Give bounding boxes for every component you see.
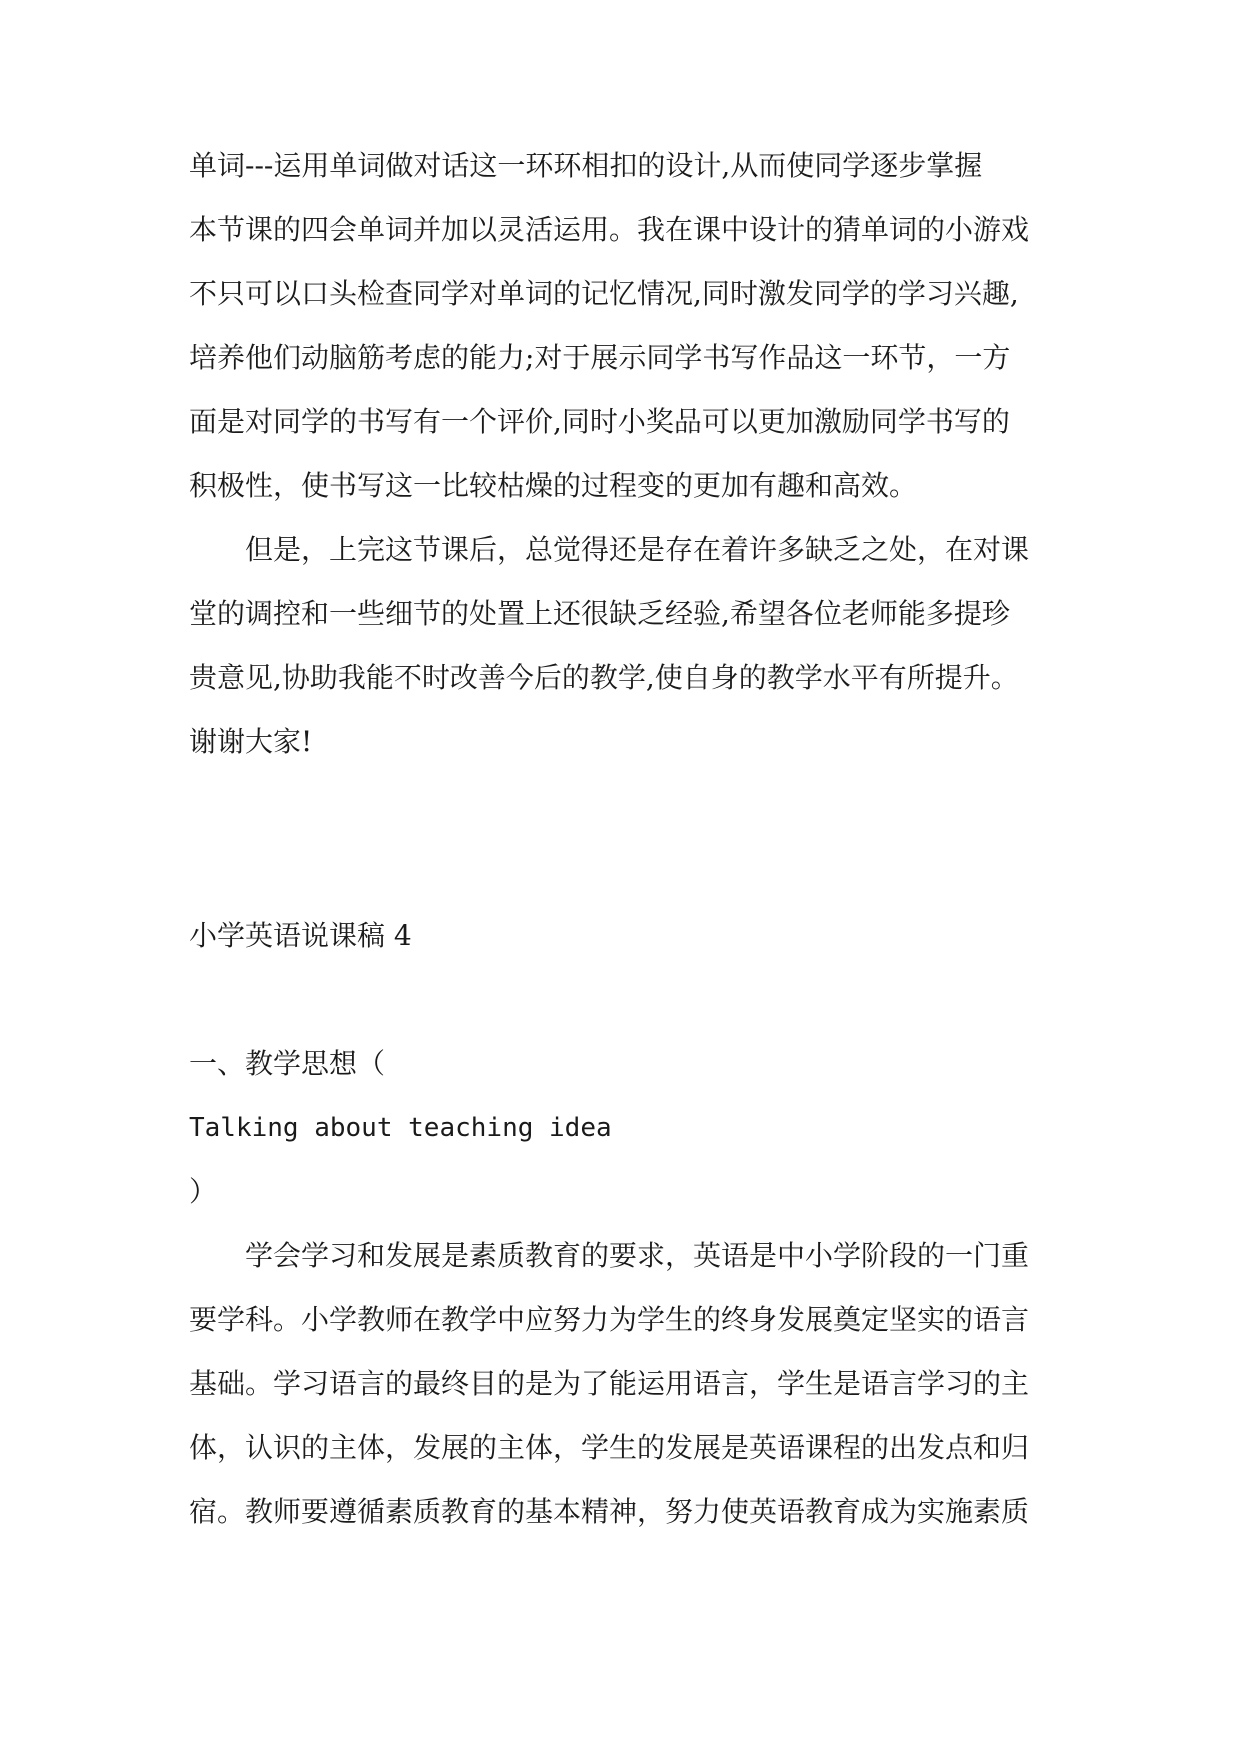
text-line: 学会学习和发展是素质教育的要求，英语是中小学阶段的一门重 [189,1239,1030,1272]
text-line: 贵意见,协助我能不时改善今后的教学,使自身的教学水平有所提升。 [189,661,1019,694]
text-line: 宿。教师要遵循素质教育的基本精神，努力使英语教育成为实施素质 [189,1495,1030,1528]
text-line: 谢谢大家! [189,725,313,758]
text-line: 积极性，使书写这一比较枯燥的过程变的更加有趣和高效。 [189,469,918,502]
text-line: 单词---运用单词做对话这一环环相扣的设计,从而使同学逐步掌握 [189,149,983,182]
text-line: 堂的调控和一些细节的处置上还很缺乏经验,希望各位老师能多提珍 [189,597,1010,630]
text-line: 不只可以口头检查同学对单词的记忆情况,同时激发同学的学习兴趣, [189,277,1019,310]
text-line: 基础。学习语言的最终目的是为了能运用语言，学生是语言学习的主 [189,1367,1030,1400]
text-line: 要学科。小学教师在教学中应努力为学生的终身发展奠定坚实的语言 [189,1303,1030,1336]
text-line: 但是，上完这节课后，总觉得还是存在着许多缺乏之处，在对课 [189,533,1030,566]
heading-close-paren: ） [189,1175,218,1208]
text-line: 培养他们动脑筋考虑的能力;对于展示同学书写作品这一环节，一方 [189,341,1011,374]
text-line: 本节课的四会单词并加以灵活运用。我在课中设计的猜单词的小游戏 [189,213,1030,246]
heading-line: 一、教学思想（ [189,1047,386,1080]
text-line: 面是对同学的书写有一个评价,同时小奖品可以更加激励同学书写的 [189,405,1010,438]
section-title: 小学英语说课稿 4 [189,919,412,952]
heading-english: Talking about teaching idea [189,1113,612,1143]
text-line: 体，认识的主体，发展的主体，学生的发展是英语课程的出发点和归 [189,1431,1030,1464]
